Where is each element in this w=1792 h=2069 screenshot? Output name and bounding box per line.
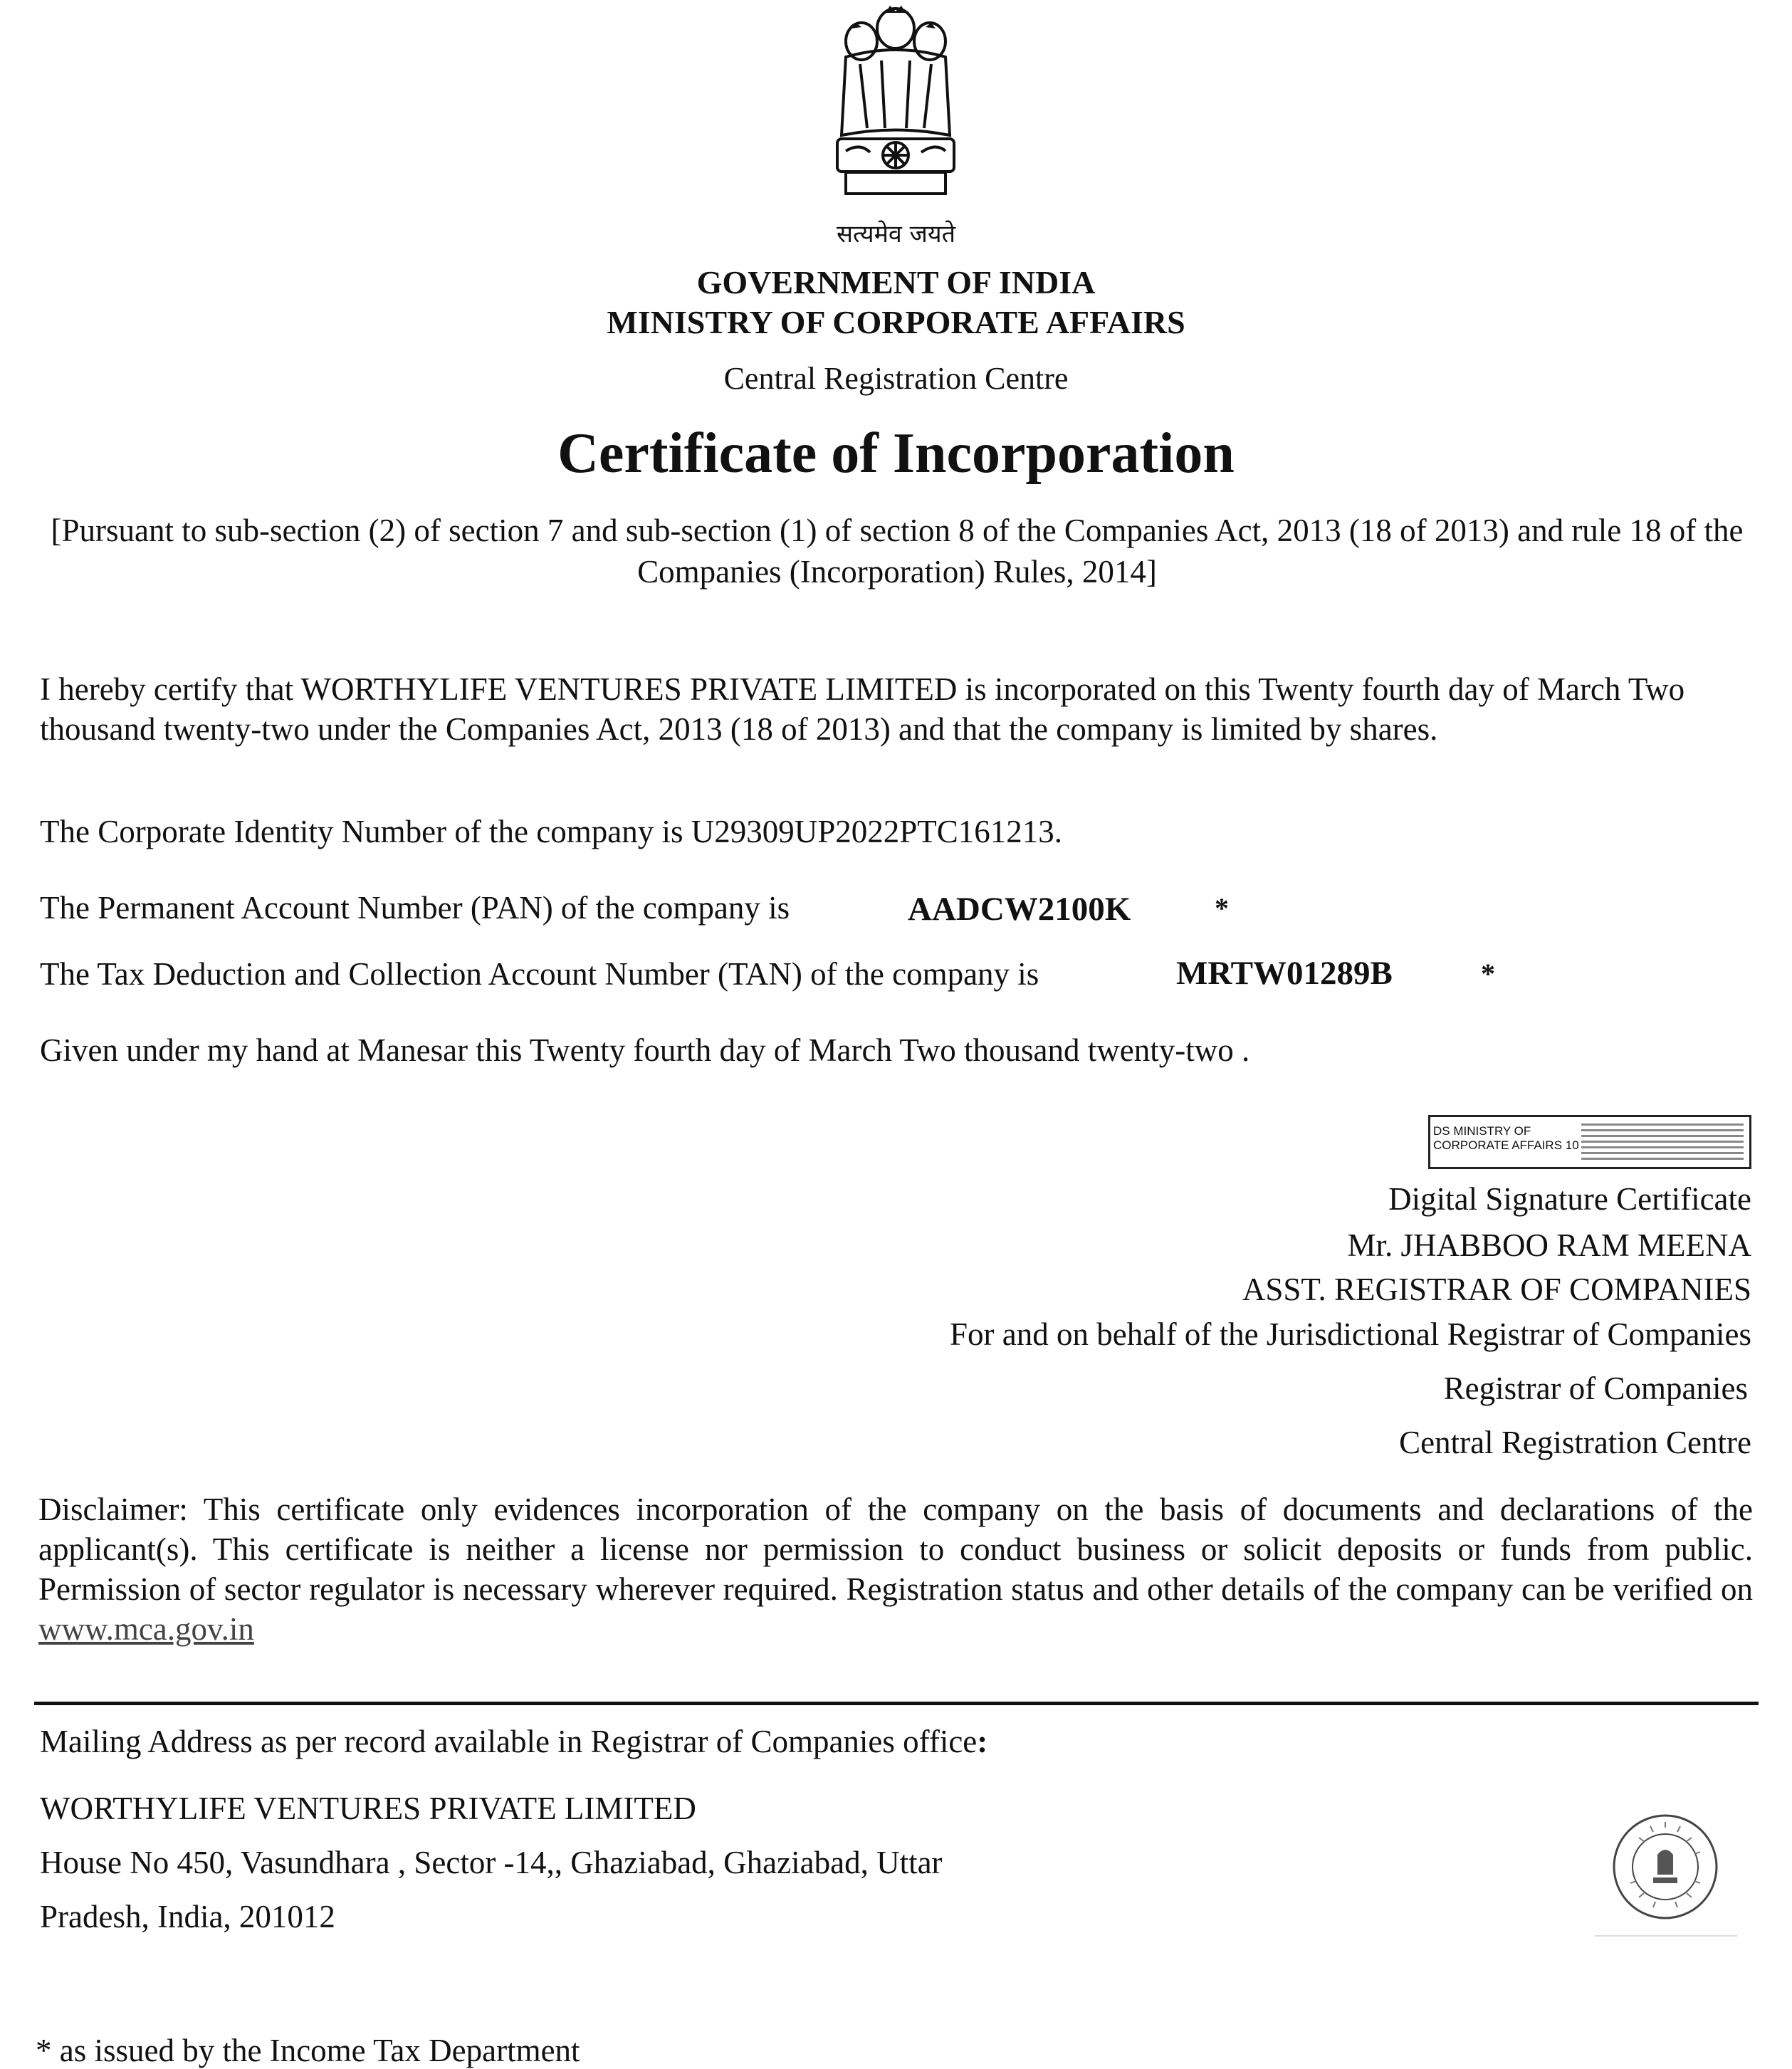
- cin-line: The Corporate Identity Number of the company is U29309UP2022PTC161213.: [40, 814, 1063, 849]
- section-divider: [34, 1702, 1759, 1705]
- tan-value: MRTW01289B: [1176, 955, 1393, 992]
- signatory-behalf: For and on behalf of the Jurisdictional Registrar of Companies: [949, 1316, 1751, 1352]
- certification-paragraph: I hereby certify that WORTHYLIFE VENTURES PRIVATE LIMITED is incorporated on this Twenty fourth day of March Two thousand twenty-two under the Companies Act, 2013 (18 of 2013) and that the company is limited by shares.: [40, 671, 1685, 747]
- pan-value: AADCW2100K: [908, 891, 1131, 928]
- national-motto: सत्यमेव जयते: [837, 220, 955, 248]
- seal-underline: [1595, 1935, 1737, 1937]
- digital-signature-stamp: [1428, 1115, 1751, 1169]
- signatory-name: Mr. JHABBOO RAM MEENA: [1347, 1227, 1751, 1263]
- mailing-heading-colon: :: [977, 1724, 988, 1759]
- ds-stamp-line-1: DS MINISTRY OF: [1433, 1124, 1531, 1138]
- signatory-registrar: Registrar of Companies: [1443, 1371, 1748, 1406]
- tan-label: The Tax Deduction and Collection Account Number (TAN) of the company is: [40, 956, 1039, 992]
- disclaimer-text: Disclaimer: This certificate only evidences incorporation of the company on the basis of documents and declarations of the applicant(s). This certificate is neither a license nor permission to conduct business or solicit deposits or funds from public. Permission of sector regulator is necessary wherever required. Registration status and other details of the company can be verified on: [38, 1492, 1753, 1607]
- mca-link[interactable]: www.mca.gov.in: [38, 1611, 254, 1647]
- centre-subheading: Central Registration Centre: [723, 361, 1069, 396]
- roc-seal: [1610, 1812, 1720, 1922]
- mailing-address-line-2: Pradesh, India, 201012: [40, 1899, 335, 1934]
- ds-stamp-line-2: CORPORATE AFFAIRS 10: [1433, 1138, 1579, 1152]
- signatory-centre: Central Registration Centre: [1399, 1425, 1751, 1460]
- tan-asterisk: *: [1481, 958, 1495, 990]
- mailing-heading: [40, 1723, 987, 1760]
- mailing-heading-text: Mailing Address as per record available in Registrar of Companies office: [40, 1724, 978, 1759]
- disclaimer: [38, 1489, 1753, 1649]
- signatory-designation: ASST. REGISTRAR OF COMPANIES: [1242, 1272, 1751, 1307]
- mailing-company: WORTHYLIFE VENTURES PRIVATE LIMITED: [40, 1791, 696, 1826]
- pursuant-clause: [Pursuant to sub-section (2) of section 7 and sub-section (1) of section 8 of the Companies Act, 2013 (18 of 2013) and rule 18 of the Companies (Incorporation) Rules, 2014]: [51, 513, 1744, 590]
- government-heading: GOVERNMENT OF INDIA: [696, 264, 1096, 300]
- mailing-address-line-1: House No 450, Vasundhara , Sector -14,, Ghaziabad, Ghaziabad, Uttar: [40, 1845, 943, 1880]
- national-emblem: [817, 0, 974, 214]
- certificate-title: Certificate of Incorporation: [557, 422, 1235, 485]
- ds-fine-print: [1581, 1120, 1744, 1163]
- ministry-heading: MINISTRY OF CORPORATE AFFAIRS: [607, 304, 1185, 340]
- signatory-line-1: Digital Signature Certificate: [1388, 1181, 1751, 1217]
- given-under-hand: Given under my hand at Manesar this Twenty fourth day of March Two thousand twenty-two .: [40, 1032, 1250, 1068]
- footnote: * as issued by the Income Tax Department: [36, 2033, 580, 2068]
- pan-label: The Permanent Account Number (PAN) of the company is: [40, 890, 790, 926]
- pan-asterisk: *: [1215, 892, 1229, 924]
